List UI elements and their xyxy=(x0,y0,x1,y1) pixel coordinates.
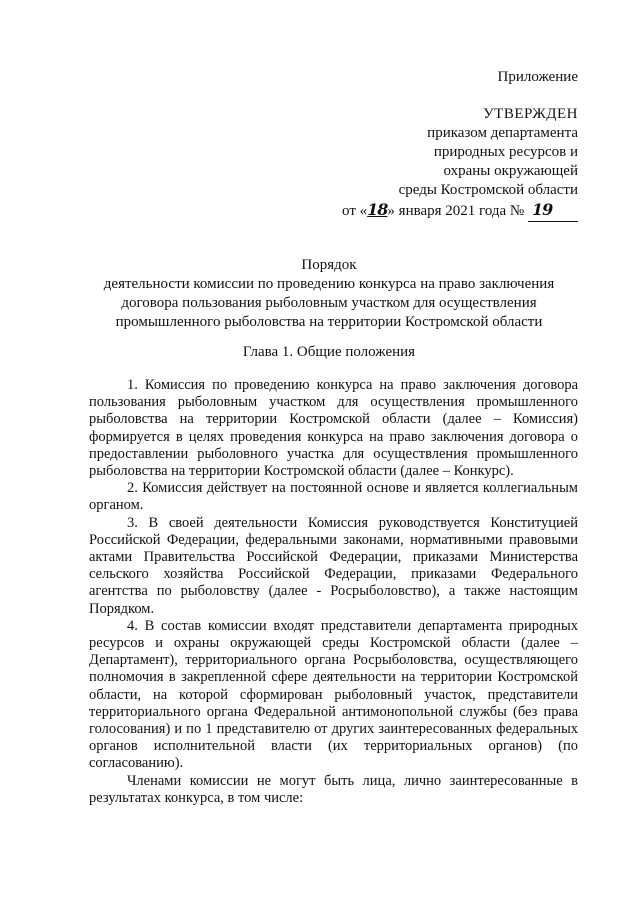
title-line: Порядок xyxy=(301,257,357,273)
title-line: деятельности комиссии по проведению конкурса на право заключения xyxy=(103,276,555,292)
title-line: промышленного рыболовства на территории Костромской области xyxy=(115,314,543,330)
header-line: приказом департамента xyxy=(427,125,578,141)
appendix-label: Приложение xyxy=(497,69,578,85)
header-line: охраны окружающей xyxy=(443,163,578,179)
order-prefix: от « xyxy=(342,203,368,219)
paragraph: Членами комиссии не могут быть лица, лично заинтересованные в результатах конкурса, в том числе: xyxy=(89,772,578,806)
order-number-handwritten: 19 xyxy=(532,200,553,219)
header-line: среды Костромской области xyxy=(398,182,578,198)
header-line: природных ресурсов и xyxy=(433,144,578,160)
paragraph: 2. Комиссия действует на постоянной основе и является коллегиальным органом. xyxy=(89,480,578,514)
document-body xyxy=(89,377,578,807)
order-day-handwritten: 18 xyxy=(367,200,388,219)
paragraph: 1. Комиссия по проведению конкурса на право заключения договора пользования рыболовным участком для осуществления промышленного рыболовства на территории Костромской области (далее – Комиссия) формируется в целях проведения конкурса на право заключения договора о предоставлении рыболовного участка для осуществления промышленного рыболовства на территории Костромской области (далее – Конкурс). xyxy=(89,377,578,480)
approval-header xyxy=(318,68,578,222)
order-date-line xyxy=(318,200,578,222)
approved-label: УТВЕРЖДЕН xyxy=(483,106,578,122)
document-title xyxy=(90,256,568,332)
chapter-heading: Глава 1. Общие положения xyxy=(242,344,416,360)
order-middle: » января 2021 года № xyxy=(387,203,528,219)
paragraph: 3. В своей деятельности Комиссия руководствуется Конституцией Российской Федерации, федеральными законами, нормативными правовыми актами Правительства Российской Федерации, приказами Министерства сельского хозяйства Российской Федерации, приказами Федерального агентства по рыболовству (далее - Росрыболовство), а также настоящим Порядком. xyxy=(89,514,578,617)
title-line: договора пользования рыболовным участком для осуществления xyxy=(121,295,537,311)
paragraph: 4. В состав комиссии входят представители департамента природных ресурсов и охраны окружающей среды Костромской области (далее – Департамент), территориального органа Росрыболовства, осуществляющего полномочия в закрепленной сфере деятельности на территории Костромской области, на которой сформирован рыболовный участок, представители территориального органа Федеральной антимонопольной службы (без права голосования) и по 1 представителю от других заинтересованных федеральных органов исполнительной власти (их территориальных органов) (по согласованию). xyxy=(89,617,578,772)
